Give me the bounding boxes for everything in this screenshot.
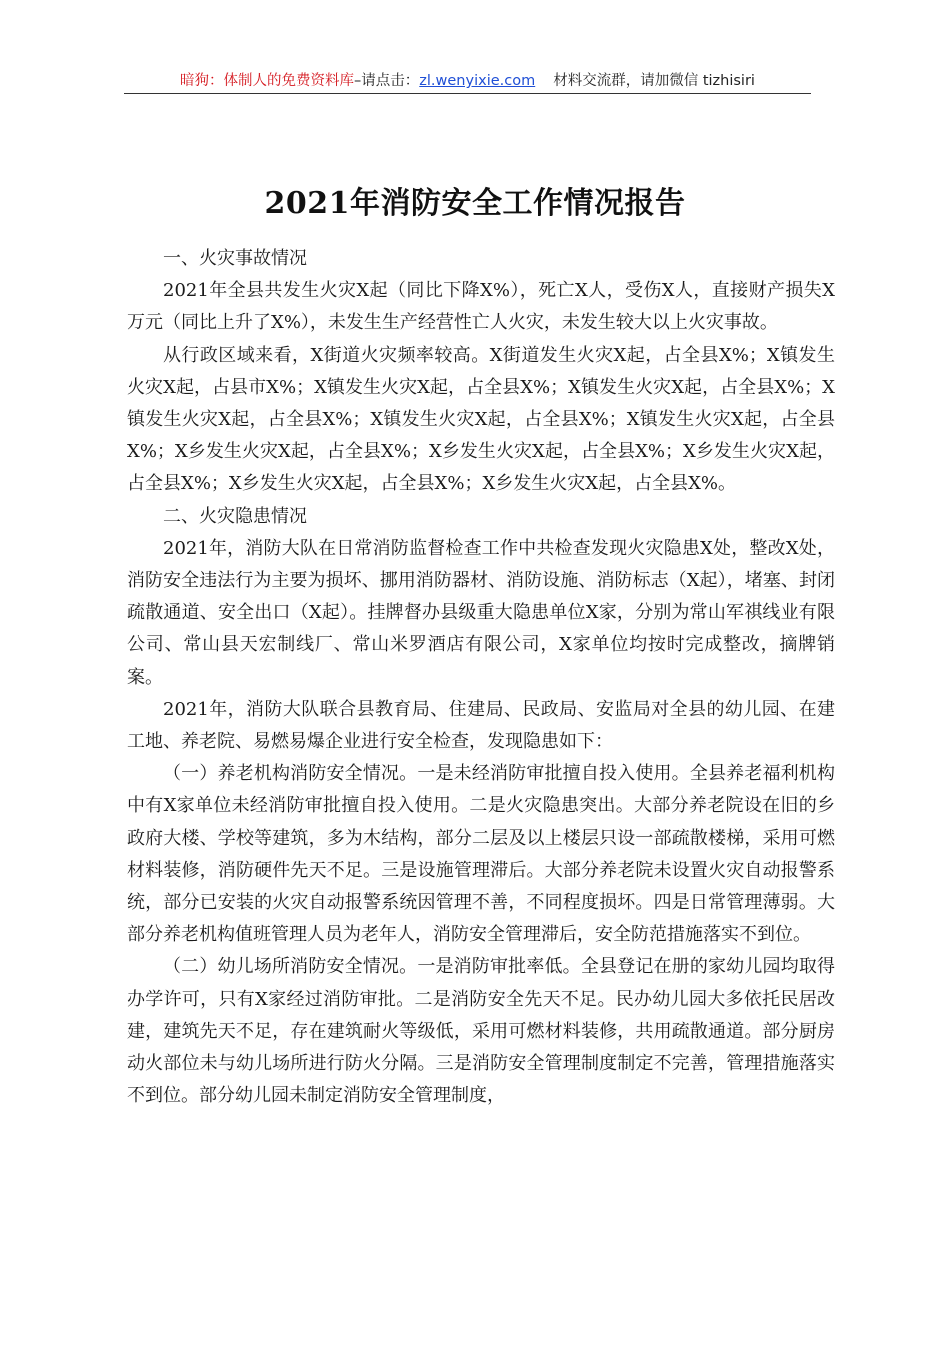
section-heading-2: 二、火灾隐患情况: [163, 505, 307, 527]
header-brand: 暗狗：体制人的免费资料库: [180, 73, 355, 89]
document-title: 2021年消防安全工作情况报告: [264, 186, 686, 222]
paragraph: （二）幼儿场所消防安全情况。一是消防审批率低。全县登记在册的家幼儿园均取得办学许可，只有X家经过消防审批。二是消防安全先天不足。民办幼儿园大多依托民居改建，建筑先天不足，存在建筑耐火等级低，采用可燃材料装修，共用疏散通道。部分厨房动火部位未与幼儿场所进行防火分隔。三是消防安全管理制度制定不完善，管理措施落实不到位。部分幼儿园未制定消防安全管理制度，: [127, 956, 835, 1107]
paragraph: 2021年，消防大队联合县教育局、住建局、民政局、安监局对全县的幼儿园、在建工地、养老院、易燃易爆企业进行安全检查，发现隐患如下：: [127, 698, 835, 753]
header-note: 材料交流群，请加微信 tizhisiri: [553, 73, 755, 89]
section-heading-1: 一、火灾事故情况: [163, 248, 307, 269]
document-body: [127, 243, 835, 1112]
header-divider: [124, 93, 811, 94]
header-link[interactable]: zl.wenyixie.com: [419, 73, 536, 89]
paragraph: 2021年，消防大队在日常消防监督检查工作中共检查发现火灾隐患X处，整改X处，消防安全违法行为主要为损坏、挪用消防器材、消防设施、消防标志（X起），堵塞、封闭疏散通道、安全出口（X起）。挂牌督办县级重大隐患单位X家，分别为常山军祺线业有限公司、常山县天宏制线厂、常山米罗酒店有限公司，X家单位均按时完成整改，摘牌销案。: [127, 537, 835, 688]
paragraph: （一）养老机构消防安全情况。一是未经消防审批擅自投入使用。全县养老福利机构中有X家单位未经消防审批擅自投入使用。二是火灾隐患突出。大部分养老院设在旧的乡政府大楼、学校等建筑，多为木结构，部分二层及以上楼层只设一部疏散楼梯，采用可燃材料装修，消防硬件先天不足。三是设施管理滞后。大部分养老院未设置火灾自动报警系统，部分已安装的火灾自动报警系统因管理不善，不同程度损坏。四是日常管理薄弱。大部分养老机构值班管理人员为老年人，消防安全管理滞后，安全防范措施落实不到位。: [127, 763, 835, 946]
header-prompt: –请点击：: [354, 73, 420, 89]
paragraph: 从行政区域来看，X街道火灾频率较高。X街道发生火灾X起，占全县X%；X镇发生火灾X起，占县市X%；X镇发生火灾X起，占全县X%；X镇发生火灾X起，占全县X%；X镇发生火灾X起，占全县X%；X镇发生火灾X起，占全县X%；X镇发生火灾X起，占全县X%；X乡发生火灾X起，占全县X%；X乡发生火灾X起，占全县X%；X乡发生火灾X起，占全县X%；X乡发生火灾X起，占全县X%；X乡发生火灾X起，占全县X%。: [127, 344, 835, 495]
paragraph: 2021年全县共发生火灾X起（同比下降X%），死亡X人，受伤X人，直接财产损失X万元（同比上升了X%），未发生生产经营性亡人火灾，未发生较大以上火灾事故。: [127, 280, 835, 334]
page-header: [125, 70, 810, 92]
